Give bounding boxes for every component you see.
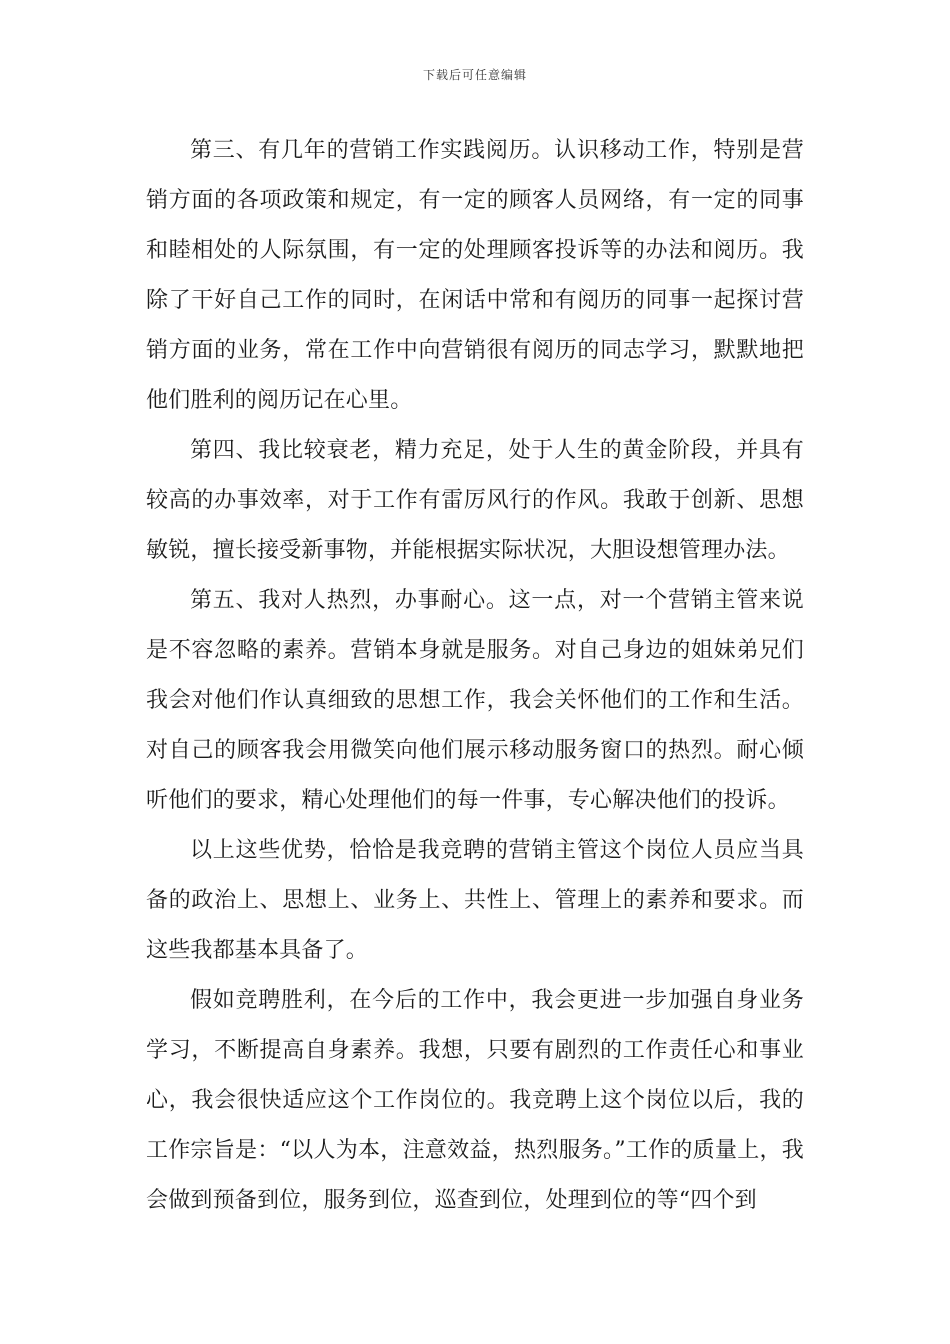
paragraph-third-point: 第三、有几年的营销工作实践阅历。认识移动工作，特别是营销方面的各项政策和规定，有一定的顾客人员网络，有一定的同事和睦相处的人际氛围，有一定的处理顾客投诉等的办法和阅历。我除了干好自己工作的同时，在闲话中常和有阅历的同事一起探讨营销方面的业务，常在工作中向营销很有阅历的同志学习，默默地把他们胜利的阅历记在心里。 — [146, 138, 804, 413]
paragraph-plan: 假如竞聘胜利，在今后的工作中，我会更进一步加强自身业务学习，不断提高自身素养。我想，只要有剧烈的工作责任心和事业心，我会很快适应这个工作岗位的。我竞聘上这个岗位以后，我的工作宗旨是：“以人为本，注意效益，热烈服务。”工作的质量上，我会做到预备到位，服务到位，巡查到位，处理到位的等“四个到 — [146, 988, 804, 1213]
document-body — [146, 126, 804, 1226]
header-note: 下载后可任意编辑 — [422, 68, 527, 82]
paragraph-summary: 以上这些优势，恰恰是我竞聘的营销主管这个岗位人员应当具备的政治上、思想上、业务上、共性上、管理上的素养和要求。而这些我都基本具备了。 — [146, 838, 804, 963]
paragraph-fourth-point: 第四、我比较衰老，精力充足，处于人生的黄金阶段，并具有较高的办事效率，对于工作有雷厉风行的作风。我敢于创新、思想敏锐，擅长接受新事物，并能根据实际状况，大胆设想管理办法。 — [146, 438, 804, 563]
paragraph-fifth-point: 第五、我对人热烈，办事耐心。这一点，对一个营销主管来说是不容忽略的素养。营销本身就是服务。对自己身边的姐妹弟兄们我会对他们作认真细致的思想工作，我会关怀他们的工作和生活。对自己的顾客我会用微笑向他们展示移动服务窗口的热烈。耐心倾听他们的要求，精心处理他们的每一件事，专心解决他们的投诉。 — [146, 588, 804, 813]
